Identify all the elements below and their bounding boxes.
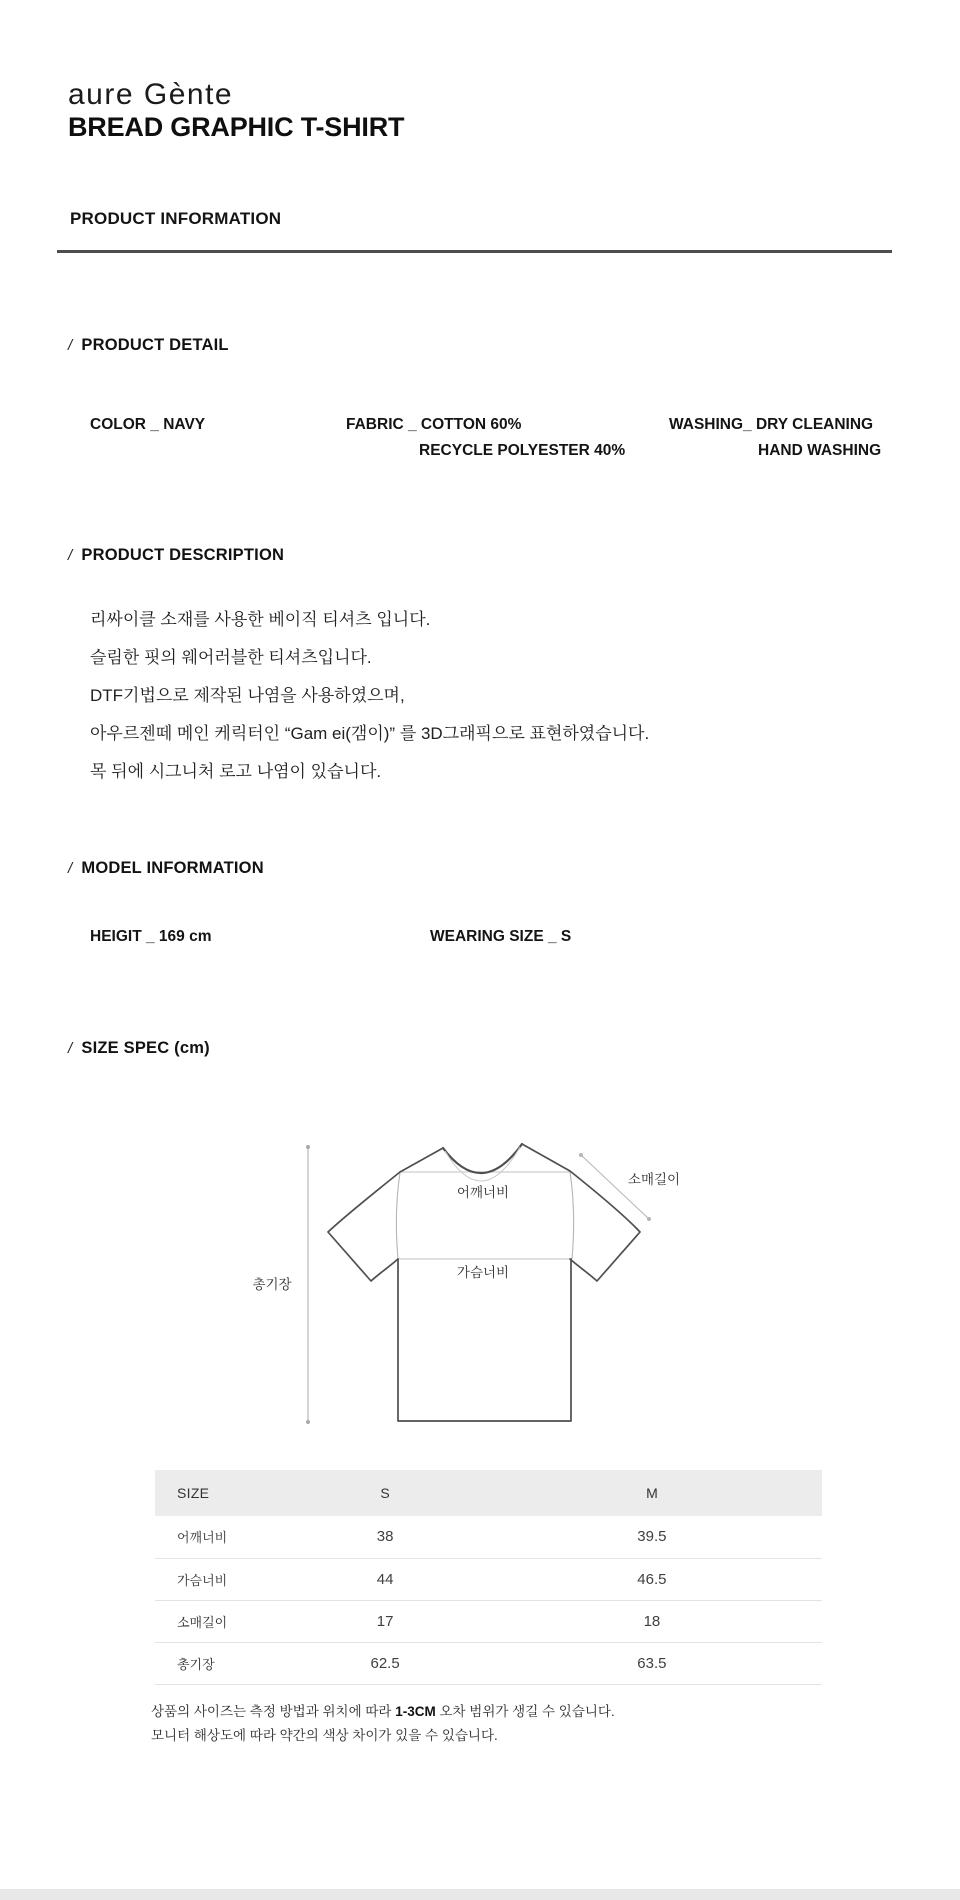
- detail-washing-line1: WASHING_ DRY CLEANING: [669, 416, 874, 433]
- divider-line: [57, 250, 892, 253]
- section-marker: /: [68, 1040, 73, 1057]
- detail-washing: [669, 412, 881, 464]
- table-cell-s: 17: [288, 1600, 481, 1642]
- detail-fabric-line1: FABRIC _ COTTON 60%: [346, 416, 522, 433]
- detail-fabric: [346, 412, 625, 464]
- description-line: 아우르젠떼 메인 케릭터인 “Gam ei(갬이)” 를 3D그래픽으로 표현하였습니다.: [90, 724, 650, 743]
- table-cell-s: 62.5: [288, 1642, 481, 1684]
- section-title: PRODUCT DESCRIPTION: [81, 546, 285, 564]
- table-cell-label: 총기장: [155, 1642, 288, 1684]
- section-heading-size-spec: [68, 1039, 210, 1058]
- shoulder-width-label: 어깨너비: [456, 1185, 510, 1200]
- page-section-title: PRODUCT INFORMATION: [70, 209, 282, 228]
- table-header-m: M: [482, 1470, 822, 1516]
- table-cell-label: 소매길이: [155, 1600, 288, 1642]
- collar-inner-seam: [445, 1147, 520, 1181]
- section-title: SIZE SPEC (cm): [81, 1039, 210, 1057]
- section-heading-product-detail: [68, 336, 229, 355]
- table-cell-m: 46.5: [482, 1558, 822, 1600]
- table-header-size: SIZE: [155, 1470, 288, 1516]
- description-line: 슬림한 핏의 웨어러블한 티셔츠입니다.: [90, 648, 372, 667]
- section-marker: /: [68, 337, 73, 354]
- note-line-1: 상품의 사이즈는 측정 방법과 위치에 따라 1-3CM 오차 범위가 생길 수 있습니다.: [151, 1704, 615, 1719]
- model-wearing-size: WEARING SIZE _ S: [430, 928, 572, 945]
- table-row-chest: [155, 1558, 822, 1600]
- table-row-sleeve: [155, 1600, 822, 1642]
- table-row-shoulder: [155, 1516, 822, 1558]
- detail-color: [90, 412, 205, 438]
- chest-width-label: 가슴너비: [456, 1265, 510, 1280]
- detail-washing-line2: HAND WASHING: [758, 442, 882, 459]
- table-cell-m: 63.5: [482, 1642, 822, 1684]
- section-title: PRODUCT DETAIL: [81, 336, 229, 354]
- footer-notes: [151, 1700, 615, 1747]
- description-line: DTF기법으로 제작된 나염을 사용하였으며,: [90, 686, 405, 705]
- table-cell-s: 38: [288, 1516, 481, 1558]
- section-marker: /: [68, 547, 73, 564]
- size-table: [155, 1470, 822, 1685]
- table-cell-label: 어깨너비: [155, 1516, 288, 1558]
- detail-color-line: COLOR _ NAVY: [90, 416, 206, 433]
- description-line: 목 뒤에 시그니처 로고 나염이 있습니다.: [90, 762, 382, 781]
- total-length-label: 총기장: [252, 1277, 292, 1292]
- section-heading-model-information: [68, 859, 264, 878]
- table-header-row: [155, 1470, 822, 1516]
- table-cell-s: 44: [288, 1558, 481, 1600]
- table-cell-label: 가슴너비: [155, 1558, 288, 1600]
- table-row-length: [155, 1642, 822, 1684]
- product-description-text: [90, 601, 649, 791]
- brand-logo: aure Gènte: [68, 78, 234, 111]
- table-cell-m: 18: [482, 1600, 822, 1642]
- total-length-measure-line: [306, 1145, 310, 1424]
- table-cell-m: 39.5: [482, 1516, 822, 1558]
- tshirt-diagram: [230, 1120, 710, 1450]
- model-height: HEIGIT _ 169 cm: [90, 928, 212, 945]
- section-title: MODEL INFORMATION: [81, 859, 264, 877]
- product-title: BREAD GRAPHIC T-SHIRT: [68, 112, 405, 142]
- section-marker: /: [68, 860, 73, 877]
- note-tolerance: 1-3CM: [395, 1704, 436, 1719]
- sleeve-length-label: 소매길이: [627, 1172, 681, 1187]
- detail-fabric-line2: RECYCLE POLYESTER 40%: [419, 442, 626, 459]
- section-heading-product-description: [68, 546, 284, 565]
- description-line: 리싸이클 소재를 사용한 베이직 티셔츠 입니다.: [90, 610, 431, 629]
- note-line-2: 모니터 해상도에 따라 약간의 색상 차이가 있을 수 있습니다.: [151, 1727, 498, 1743]
- table-header-s: S: [288, 1470, 481, 1516]
- bottom-page-bar: [0, 1889, 960, 1900]
